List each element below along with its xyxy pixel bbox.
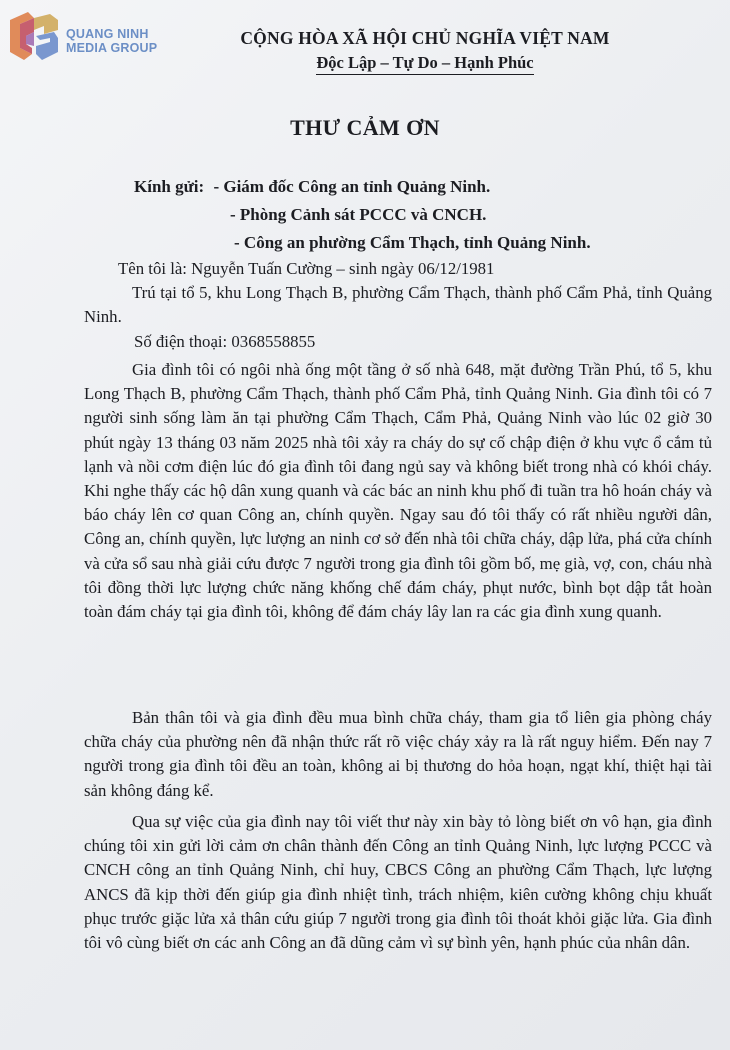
recipients-block [134,173,591,257]
logo-line-2: MEDIA GROUP [66,41,158,55]
address-line: Trú tại tổ 5, khu Long Thạch B, phường Cẩm Thạch, thành phố Cẩm Phả, tỉnh Quảng Ninh. [84,283,712,327]
paragraph-safety [84,706,712,803]
national-motto [120,53,730,73]
letter-title: THƯ CẢM ƠN [290,115,440,140]
paragraph-gratitude [84,810,712,955]
recipient-row-1 [134,173,591,201]
phone-line: Số điện thoại: 0368558855 [134,331,316,351]
motto-text: Độc Lập – Tự Do – Hạnh Phúc [316,53,533,75]
logo-line-1: QUANG NINH [66,27,149,41]
national-title: CỘNG HÒA XÃ HỘI CHỦ NGHĨA VIỆT NAM [240,28,610,48]
recipient-row-3 [234,229,591,257]
name-line: Tên tôi là: Nguyễn Tuấn Cường – sinh ngày 06/12/1981 [118,259,495,278]
recipients-label: Kính gửi: [134,177,205,196]
recipient-row-2 [230,201,591,229]
paragraph-text: Bản thân tôi và gia đình đều mua bình chữa cháy, tham gia tổ liên gia phòng cháy chữa cháy của phường nên đã nhận thức rất rõ việc cháy xảy ra là rất nguy hiểm. Đến nay 7 người trong gia đình tôi đều an toàn, không ai bị thương do hỏa hoạn, ngạt khí, thiệt hại tài sản không đáng kể. [84,708,712,800]
paragraph-text: Qua sự việc của gia đình nay tôi viết thư này xin bày tỏ lòng biết ơn vô hạn, gia đình chúng tôi xin gửi lời cảm ơn chân thành đến Công an tỉnh Quảng Ninh, lực lượng PCCC và CNCH công an tỉnh Quảng Ninh, chỉ huy, CBCS Công an phường Cẩm Thạch, lực lượng ANCS đã kịp thời đến giúp gia đình nhiệt tình, trách nhiệm, kiên cường không chịu khuất phục trước giặc lửa xả thân cứu giúp 7 người trong gia đình tôi thoát khỏi giặc lửa. Gia đình tôi vô cùng biết ơn các anh Công an đã dũng cảm vì sự bình yên, hạnh phúc của nhân dân. [84,812,712,953]
qmg-logo-mark-icon [6,8,62,64]
paragraph-incident [84,358,712,624]
recipient-item: - Phòng Cảnh sát PCCC và CNCH. [230,205,487,224]
recipient-item: - Giám đốc Công an tỉnh Quảng Ninh. [213,177,491,196]
recipient-item: - Công an phường Cẩm Thạch, tỉnh Quảng Ninh. [234,233,591,252]
personal-info [84,257,712,354]
paragraph-text: Gia đình tôi có ngôi nhà ống một tầng ở số nhà 648, mặt đường Trần Phú, tổ 5, khu Long Thạch B, phường Cẩm Thạch, thành phố Cẩm Phả, tỉnh Quảng Ninh. Gia đình tôi có 7 người sinh sống làm ăn tại phường Cẩm Thạch, Cẩm Phả, Quảng Ninh vào lúc 02 giờ 30 phút ngày 13 tháng 03 năm 2025 nhà tôi xảy ra cháy do sự cố chập điện ở khu vực ổ cắm tủ lạnh và nồi cơm điện lúc đó gia đình tôi đang ngủ say và không biết trong nhà có khói cháy. Khi nghe thấy các hộ dân xung quanh và các bác an ninh khu phố đi tuần tra hô hoán cháy và báo cháy lên cơ quan Công an, chính quyền. Ngay sau đó tôi thấy có rất nhiều người dân, Công an, chính quyền, lực lượng an ninh cơ sở đến nhà tôi chữa cháy, dập lửa, phá cửa chính và cửa sổ sau nhà giải cứu được 7 người trong gia đình tôi gồm bố, mẹ già, vợ, con, cháu nhà tôi đồng thời lực lượng chức năng khống chế đám cháy, phụt nước, bình bọt dập tắt hoàn toàn đám cháy tại gia đình tôi, không để đám cháy lây lan ra các gia đình xung quanh. [84,360,712,622]
